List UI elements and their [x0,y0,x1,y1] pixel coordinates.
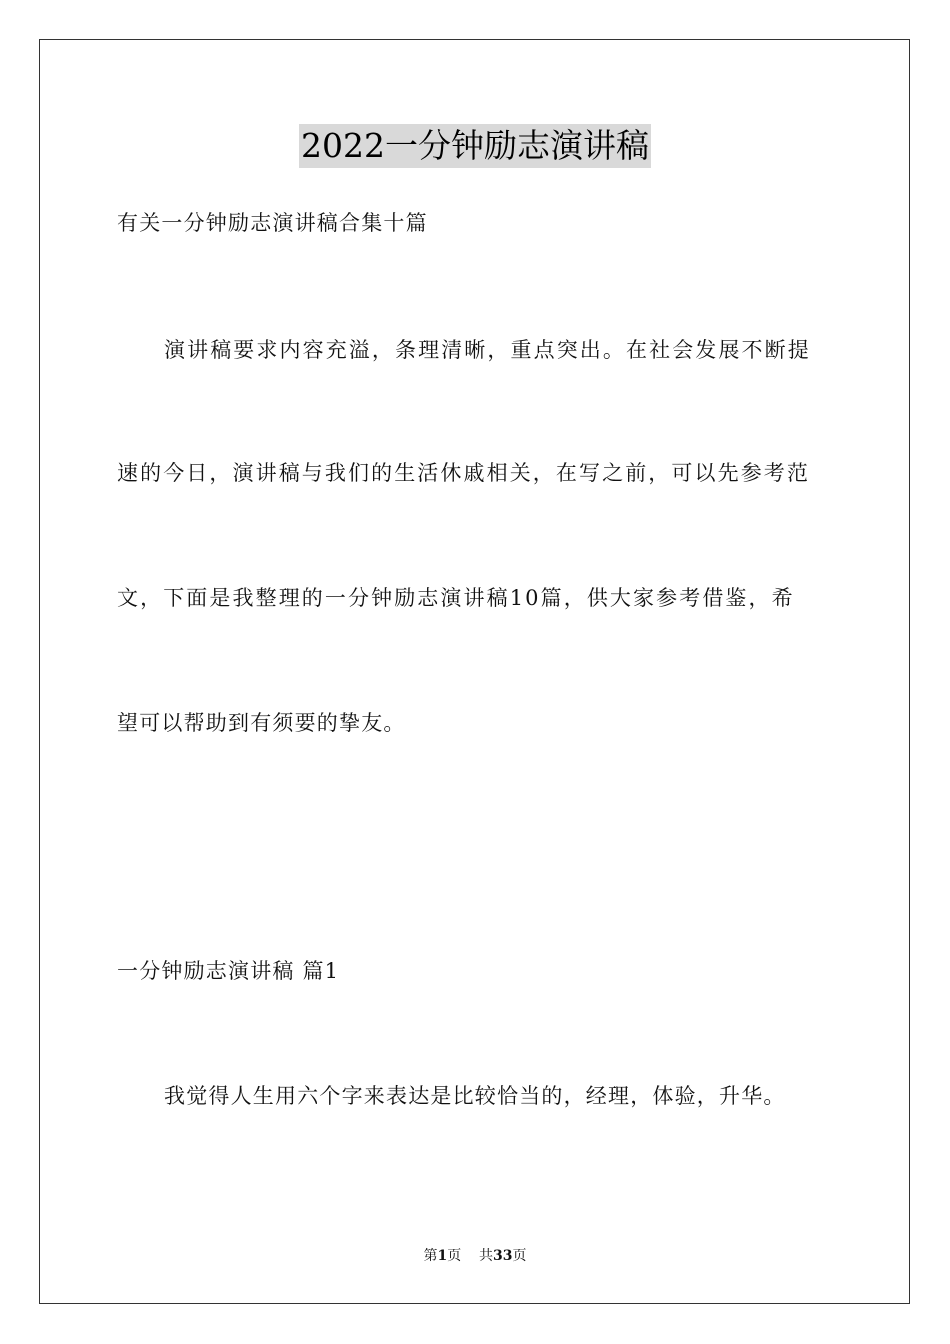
section-heading: 一分钟励志演讲稿 篇1 [117,959,340,983]
footer-page-current: 1 [437,1248,448,1264]
title-container [0,124,950,168]
footer-page-total: 33 [493,1248,513,1264]
footer-page-mid: 页 共 [447,1248,494,1264]
footer-page-prefix: 第 [423,1248,438,1264]
document-title: 2022一分钟励志演讲稿 [299,124,651,168]
intro-line-3: 文，下面是我整理的一分钟励志演讲稿10篇，供大家参考借鉴，希 [117,586,795,610]
section-body-line: 我觉得人生用六个字来表达是比较恰当的，经理，体验，升华。 [164,1084,786,1108]
intro-line-1: 演讲稿要求内容充溢，条理清晰，重点突出。在社会发展不断提 [164,338,811,362]
document-subtitle: 有关一分钟励志演讲稿合集十篇 [117,211,428,235]
intro-line-4: 望可以帮助到有须要的挚友。 [117,711,406,735]
page-footer [0,1246,950,1266]
intro-line-2: 速的今日，演讲稿与我们的生活休戚相关，在写之前，可以先参考范 [117,461,810,485]
footer-page-suffix: 页 [512,1248,527,1264]
